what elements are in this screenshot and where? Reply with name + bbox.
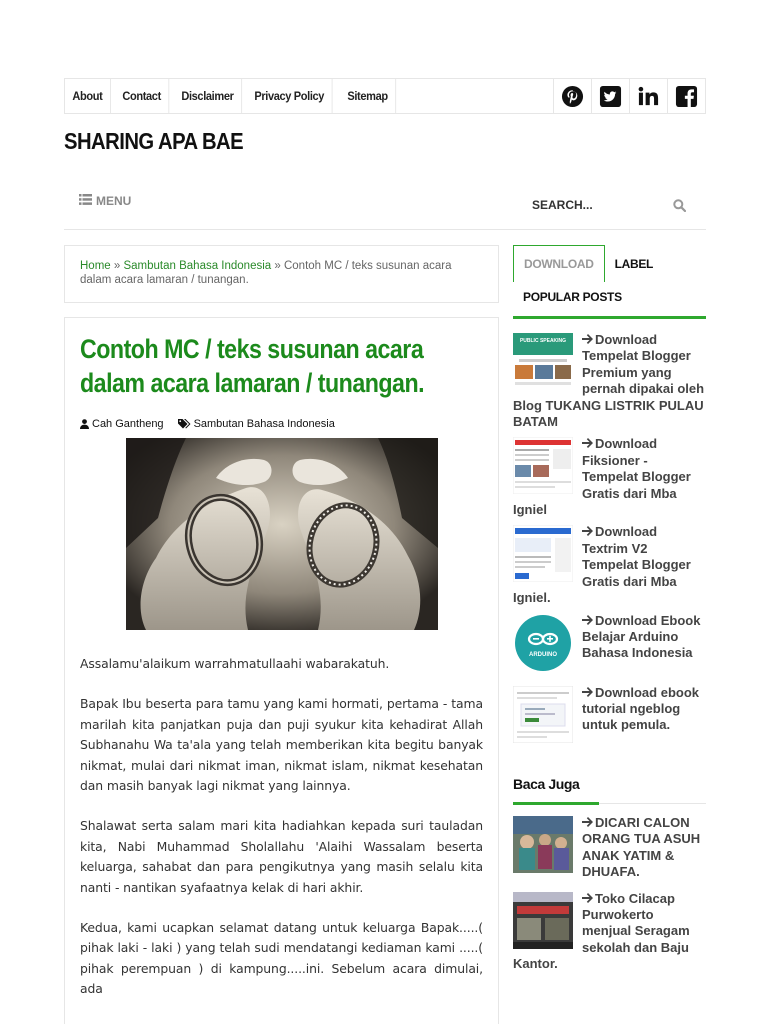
linkedin-icon[interactable] <box>629 79 667 113</box>
popular-posts-heading: POPULAR POSTS <box>513 282 706 319</box>
post-article <box>64 317 499 1024</box>
menu-label: MENU <box>96 194 132 208</box>
nav-link-disclaimer[interactable]: Disclaimer <box>174 79 242 113</box>
nav-link-sitemap[interactable]: Sitemap <box>340 79 396 113</box>
post-author-name: Cah Gantheng <box>92 418 164 430</box>
menu-button[interactable] <box>79 194 131 208</box>
breadcrumb-home[interactable]: Home <box>80 260 111 272</box>
arrow-right-icon <box>582 524 593 539</box>
arrow-right-icon <box>582 685 593 700</box>
user-icon <box>80 419 89 429</box>
social-links <box>553 79 705 113</box>
popular-post-thumbnail[interactable] <box>513 525 573 582</box>
arrow-right-icon <box>582 891 593 906</box>
baca-juga-thumbnail[interactable] <box>513 892 573 949</box>
post-paragraph: Kedua, kami ucapkan selamat datang untuk keluarga Bapak.....( pihak laki - laki ) yang telah sudi mendatangi kediaman kami .....( pihak perempuan ) di kampung.....ini. Sebelum acara dimulai, ada <box>80 920 483 997</box>
baca-juga-title[interactable]: Toko Cilacap Purwokerto menjual Seragam sekolah dan Baju Kantor. <box>513 890 690 972</box>
popular-post-item[interactable] <box>513 332 706 430</box>
post-label-name: Sambutan Bahasa Indonesia <box>193 418 335 430</box>
post-author[interactable] <box>80 418 164 430</box>
thumb-text: ARDUINO <box>529 651 557 658</box>
popular-post-title[interactable]: Download Textrim V2 Tempelat Blogger Gratis dari Mba Igniel. <box>513 524 691 606</box>
popular-post-thumbnail[interactable] <box>513 333 573 390</box>
search-input[interactable] <box>532 198 662 212</box>
nav-link-contact[interactable]: Contact <box>115 79 169 113</box>
popular-post-item[interactable] <box>513 436 706 518</box>
post-paragraph: Shalawat serta salam mari kita hadiahkan kepada suri tauladan kita, Nabi Muhammad Sholallahu 'Alaihi Wassalam beserta keluarga, sahabat dan para pengikutnya yang masih selalu kita nanti - nantikan syafaatnya kelak di hari akhir. <box>80 818 483 895</box>
breadcrumb-separator: » <box>271 260 284 272</box>
post-paragraph: Bapak Ibu beserta para tamu yang kami hormati, pertama - tama marilah kita panjatkan puja dan puji syukur kita kehadirat Allah Subhanahu Wa ta'ala yang telah memberikan kita begitu banyak nikmat, mulai dari nikmat iman, nikmat islam, nikmat kesehatan dan masih banyak lagi nikmat yang lainnya. <box>80 696 483 794</box>
post-image-rings <box>126 438 438 630</box>
popular-post-title[interactable]: Download Tempelat Blogger Premium yang pernah dipakai oleh Blog TUKANG LISTRIK PULAU BATAM <box>513 332 705 430</box>
facebook-icon[interactable] <box>667 79 705 113</box>
arrow-right-icon <box>582 436 593 451</box>
sidebar-tabs <box>513 245 706 282</box>
popular-post-item[interactable] <box>513 524 706 606</box>
post-label[interactable] <box>178 418 335 430</box>
breadcrumb-separator: » <box>110 260 124 272</box>
site-title[interactable]: SHARING APA BAE <box>64 128 244 154</box>
menu-bar <box>64 182 706 230</box>
search-icon[interactable] <box>673 197 686 216</box>
baca-juga-item[interactable] <box>513 815 706 881</box>
popular-post-thumbnail[interactable] <box>513 437 573 494</box>
top-nav <box>64 78 706 114</box>
popular-post-thumbnail[interactable] <box>513 614 573 671</box>
breadcrumb <box>64 245 499 303</box>
breadcrumb-category[interactable]: Sambutan Bahasa Indonesia <box>123 260 272 272</box>
baca-juga-item[interactable] <box>513 891 706 973</box>
popular-posts-list <box>513 332 706 749</box>
arrow-right-icon <box>582 613 593 628</box>
baca-juga-title[interactable]: DICARI CALON ORANG TUA ASUH ANAK YATIM & DHUAFA. <box>582 815 701 880</box>
post-title: Contoh MC / teks susunan acara dalam acara lamaran / tunangan. <box>80 334 425 398</box>
post-meta <box>80 418 483 430</box>
popular-post-item[interactable] <box>513 613 706 671</box>
breadcrumb-current: Contoh MC / teks susunan acara dalam acara lamaran / tunangan. <box>80 260 452 286</box>
baca-juga-list <box>513 815 706 979</box>
twitter-icon[interactable] <box>591 79 629 113</box>
tags-icon <box>178 419 191 429</box>
popular-post-title[interactable]: Download ebook tutorial ngeblog untuk pemula. <box>582 684 699 733</box>
popular-post-item[interactable] <box>513 685 706 743</box>
popular-post-title[interactable]: Download Ebook Belajar Arduino Bahasa Indonesia <box>582 612 701 661</box>
baca-juga-heading: Baca Juga <box>513 776 706 804</box>
arrow-right-icon <box>582 332 593 347</box>
thumb-text: PUBLIC SPEAKING <box>519 338 567 344</box>
list-icon <box>79 194 92 208</box>
baca-juga-thumbnail[interactable] <box>513 816 573 873</box>
pinterest-icon[interactable] <box>553 79 591 113</box>
search-box <box>532 194 692 216</box>
arrow-right-icon <box>582 815 593 830</box>
top-nav-links <box>65 79 401 113</box>
post-paragraph: Assalamu'alaikum warrahmatullaahi wabarakatuh. <box>80 656 390 671</box>
nav-link-privacy-policy[interactable]: Privacy Policy <box>247 79 332 113</box>
popular-post-title[interactable]: Download Fiksioner - Tempelat Blogger Gratis dari Mba Igniel <box>513 436 691 518</box>
popular-post-thumbnail[interactable] <box>513 686 573 743</box>
tab-download[interactable]: DOWNLOAD <box>513 245 605 282</box>
tab-label[interactable]: LABEL <box>614 256 654 271</box>
nav-link-about[interactable]: About <box>65 79 111 113</box>
